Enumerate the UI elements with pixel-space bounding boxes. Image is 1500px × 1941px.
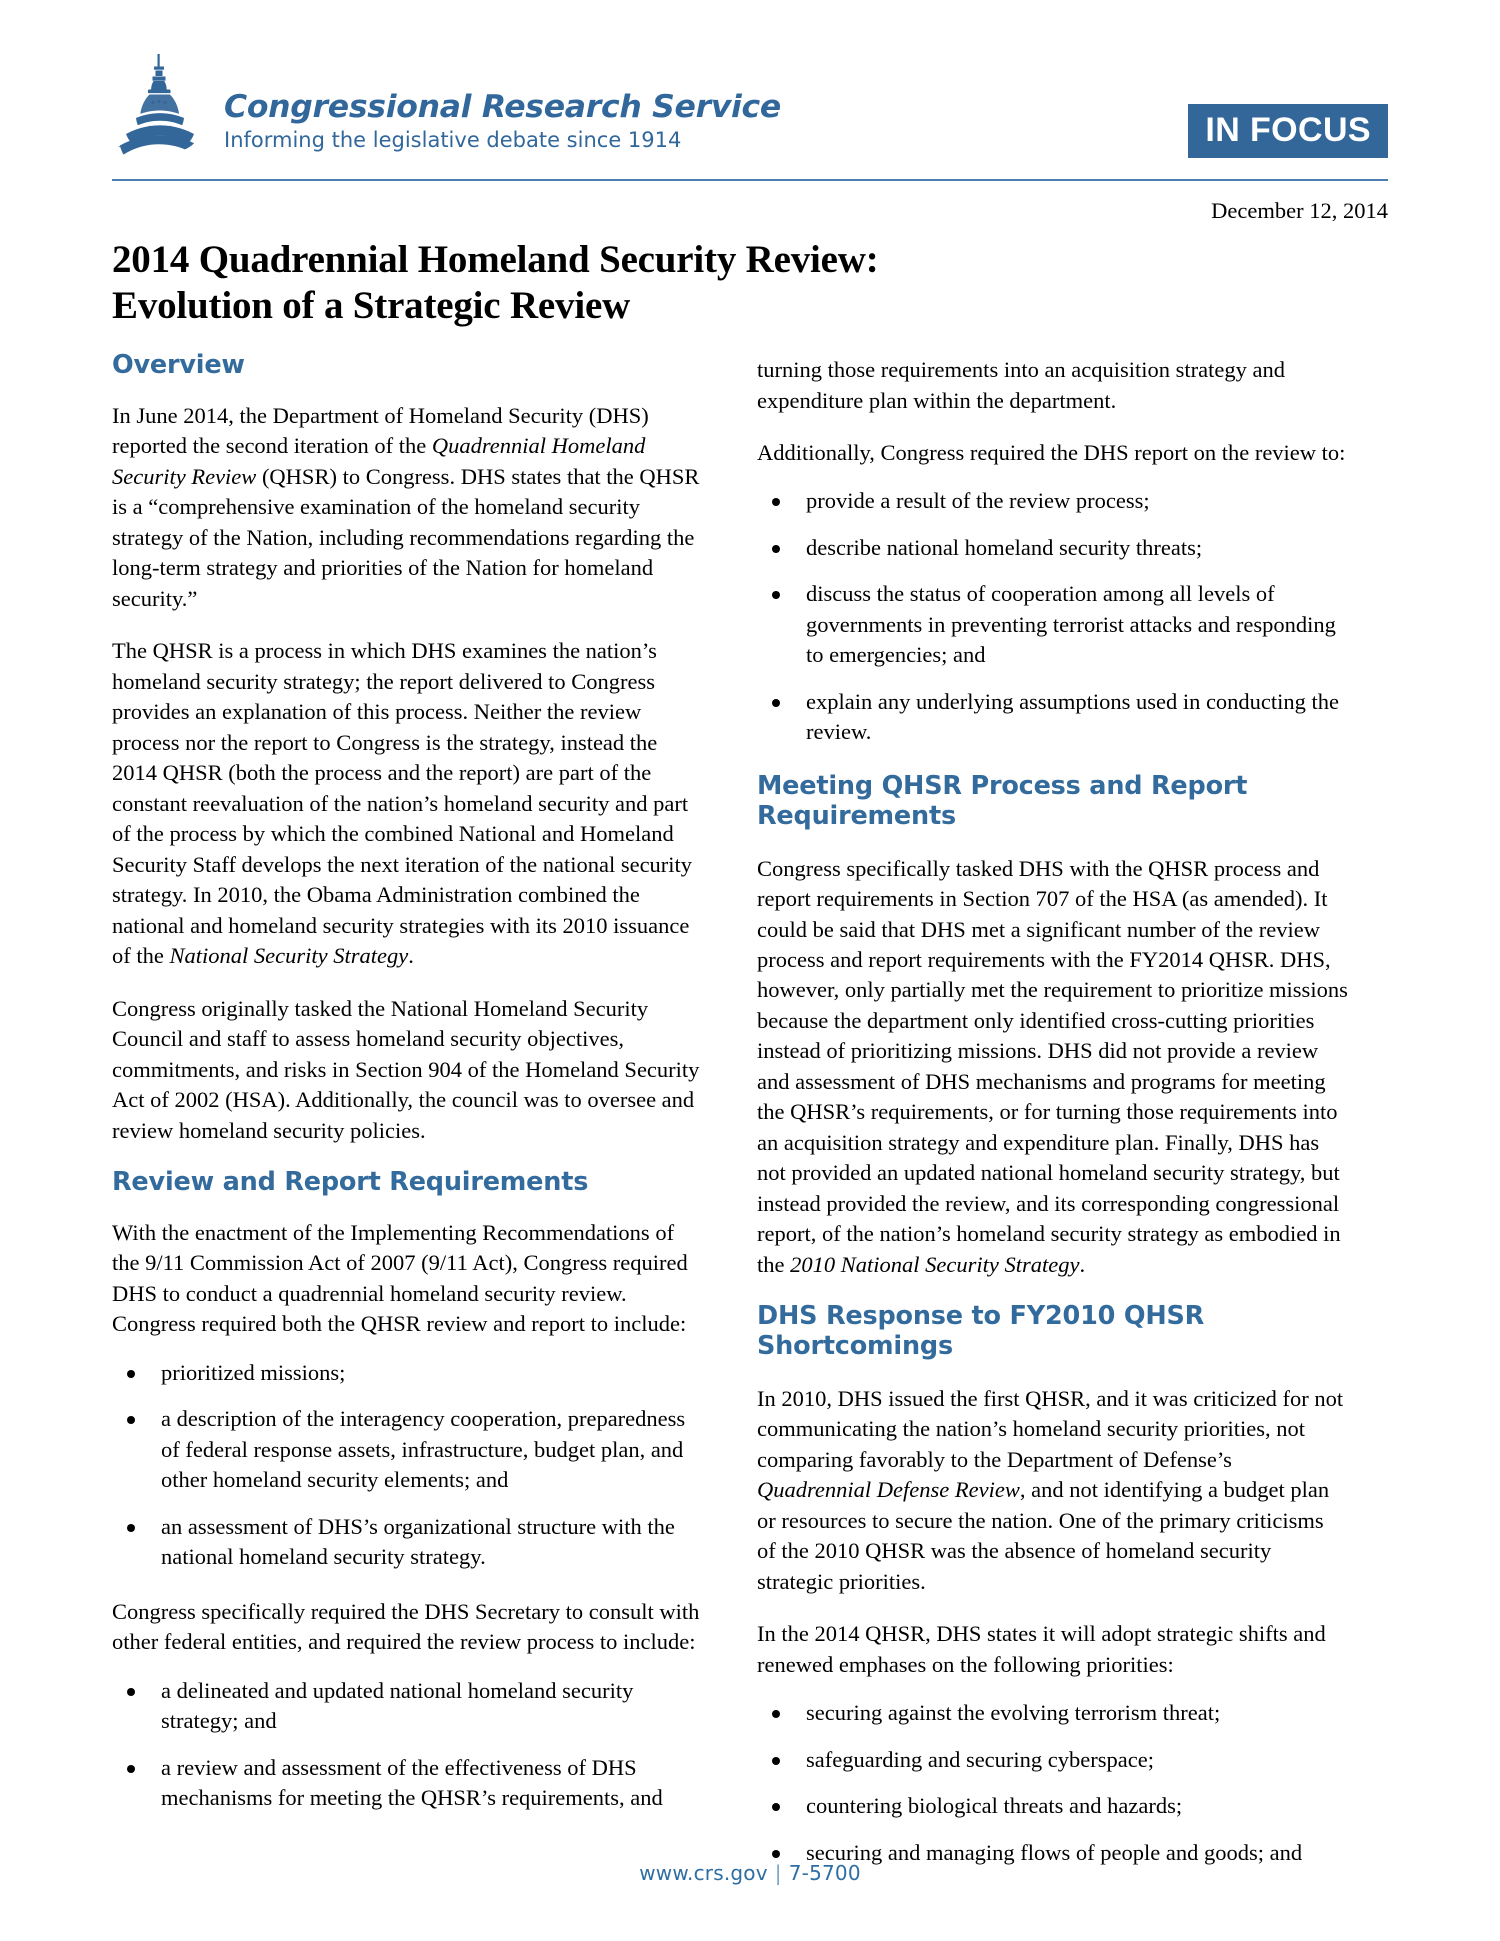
text-run: .	[408, 943, 414, 969]
heading-line-1: DHS Response to FY2010 QHSR	[757, 1301, 1205, 1332]
heading-line-1: Meeting QHSR Process and Report	[757, 770, 1248, 801]
text-run: In 2010, DHS issued the first QHSR, and it was criticized for not communicating the nation’s homeland security priorities, not comparing favorably to the Department of Defense’s	[757, 1385, 1344, 1472]
paragraph-overview-2	[112, 636, 703, 971]
list-item: a review and assessment of the effectiveness of DHS mechanisms for meeting the QHSR’s requirements, and	[112, 1753, 703, 1814]
page-title-line-2: Evolution of a Strategic Review	[112, 284, 631, 328]
heading-line-2: Requirements	[757, 800, 956, 831]
left-column	[112, 351, 703, 1888]
heading-review-and-report-requirements: Review and Report Requirements	[112, 1167, 589, 1197]
list-item: explain any underlying assumptions used in conducting the review.	[757, 687, 1348, 748]
list-item: securing and managing flows of people and goods; and	[757, 1838, 1348, 1868]
page-footer	[0, 1861, 1500, 1885]
brand-name: Congressional Research Service	[224, 89, 781, 126]
capitol-dome-icon	[112, 52, 208, 160]
right-column	[757, 351, 1348, 1888]
paragraph-overview-3: Congress originally tasked the National Homeland Security Council and staff to assess homeland security objectives, commitments, and risks in Section 904 of the Homeland Security Act of 2002 (HSA). Additionally, the council was to oversee and review homeland security policies.	[112, 995, 700, 1143]
list-item: describe national homeland security threats;	[757, 533, 1348, 563]
heading-dhs-response-to-fy2010-qhsr-shortcomings	[757, 1302, 1348, 1362]
header-divider	[112, 179, 1388, 181]
footer-website-link[interactable]: www.crs.gov	[639, 1861, 768, 1885]
italic-title-nss: National Security Strategy	[169, 943, 409, 969]
in-focus-badge: IN FOCUS	[1188, 104, 1388, 158]
brand-text-block	[224, 91, 781, 160]
text-run: In June 2014, the Department of Homeland Security (DHS) reported the second iteration of the	[112, 402, 649, 459]
paragraph-continuation: turning those requirements into an acquisition strategy and expenditure plan within the department.	[757, 357, 1286, 413]
list-item: a delineated and updated national homeland security strategy; and	[112, 1676, 703, 1737]
list-report-requirements	[757, 486, 1348, 747]
masthead	[112, 0, 1388, 170]
text-run: , and not identifying a budget plan or resources to secure the nation. One of the primary criticisms of the 2010 QHSR was the absence of homeland security strategic priorities.	[757, 1477, 1330, 1594]
list-item: an assessment of DHS’s organizational structure with the national homeland security strategy.	[112, 1512, 703, 1573]
list-item: a description of the interagency cooperation, preparedness of federal response assets, infrastructure, budget plan, and other homeland security elements; and	[112, 1404, 703, 1495]
list-strategic-priorities	[757, 1698, 1348, 1868]
heading-meeting-qhsr-process-and-report-requirements	[757, 772, 1348, 832]
list-item: discuss the status of cooperation among all levels of governments in preventing terrorist attacks and responding to emergencies; and	[757, 579, 1348, 670]
document-date: December 12, 2014	[1211, 198, 1388, 223]
list-item: safeguarding and securing cyberspace;	[757, 1745, 1348, 1775]
list-review-process	[112, 1676, 703, 1814]
text-run: Congress specifically tasked DHS with the QHSR process and report requirements in Section 707 of the HSA (as amended). It could be said that DHS met a significant number of the review process and report requirements with the FY2014 QHSR. DHS, however, only partially met the requirement to prioritize missions because the department only identified cross-cutting priorities instead of prioritizing missions. DHS did not provide a review and assessment of DHS mechanisms and programs for meeting the QHSR’s requirements, or for turning those requirements into an acquisition strategy and expenditure plan. Finally, DHS has not provided an updated national homeland security strategy, but instead provided the review, and its corresponding congressional report, of the nation’s homeland security strategy as embodied in the	[757, 855, 1348, 1277]
paragraph-review-intro: With the enactment of the Implementing Recommendations of the 9/11 Commission Act of 2007 (9/11 Act), Congress required DHS to conduct a quadrennial homeland security review. Congress required both the QHSR review and report to include:	[112, 1219, 688, 1337]
paragraph-meeting-requirements	[757, 854, 1348, 1281]
italic-title-qdr: Quadrennial Defense Review	[757, 1477, 1020, 1503]
page-title	[112, 237, 1388, 329]
list-item: securing against the evolving terrorism threat;	[757, 1698, 1348, 1728]
page-title-line-1: 2014 Quadrennial Homeland Security Review:	[112, 238, 879, 281]
paragraph-report-intro: Additionally, Congress required the DHS report on the review to:	[757, 440, 1346, 465]
paragraph-strategic-shifts-intro: In the 2014 QHSR, DHS states it will adopt strategic shifts and renewed emphases on the following priorities:	[757, 1621, 1326, 1677]
italic-title-nss-2010: 2010 National Security Strategy	[790, 1251, 1080, 1277]
paragraph-dhs-response	[757, 1384, 1348, 1597]
brand-tagline: Informing the legislative debate since 1914	[224, 127, 682, 152]
footer-phone: 7-5700	[788, 1861, 861, 1885]
list-item: provide a result of the review process;	[757, 486, 1348, 516]
paragraph-overview-1	[112, 401, 703, 614]
italic-title-qhsr: Quadrennial Homeland Security Review	[112, 433, 646, 489]
footer-separator: |	[774, 1861, 782, 1885]
heading-line-2: Shortcomings	[757, 1331, 953, 1362]
text-run: The QHSR is a process in which DHS examines the nation’s homeland security strategy; the report delivered to Congress provides an explanation of this process. Neither the review process nor the report to Congress is the strategy, instead the 2014 QHSR (both the process and the report) are part of the constant reevaluation of the nation’s homeland security and part of the process by which the combined National and Homeland Security Staff develops the next iteration of the national security strategy. In 2010, the Obama Administration combined the national and homeland security strategies with its 2010 issuance of the	[112, 638, 693, 969]
text-run: (QHSR) to Congress. DHS states that the QHSR is a “comprehensive examination of the homeland security strategy of the Nation, including recommendations regarding the long-term strategy and priorities of the Nation for homeland security.”	[112, 463, 700, 611]
paragraph-consult-intro: Congress specifically required the DHS Secretary to consult with other federal entities, and required the review process to include:	[112, 1598, 700, 1655]
body-columns	[112, 351, 1388, 1888]
list-review-requirements	[112, 1358, 703, 1573]
list-item: countering biological threats and hazards;	[757, 1791, 1348, 1821]
text-run: .	[1079, 1251, 1086, 1277]
list-item: prioritized missions;	[112, 1358, 703, 1388]
heading-overview: Overview	[112, 350, 245, 381]
crs-branding	[112, 52, 781, 160]
